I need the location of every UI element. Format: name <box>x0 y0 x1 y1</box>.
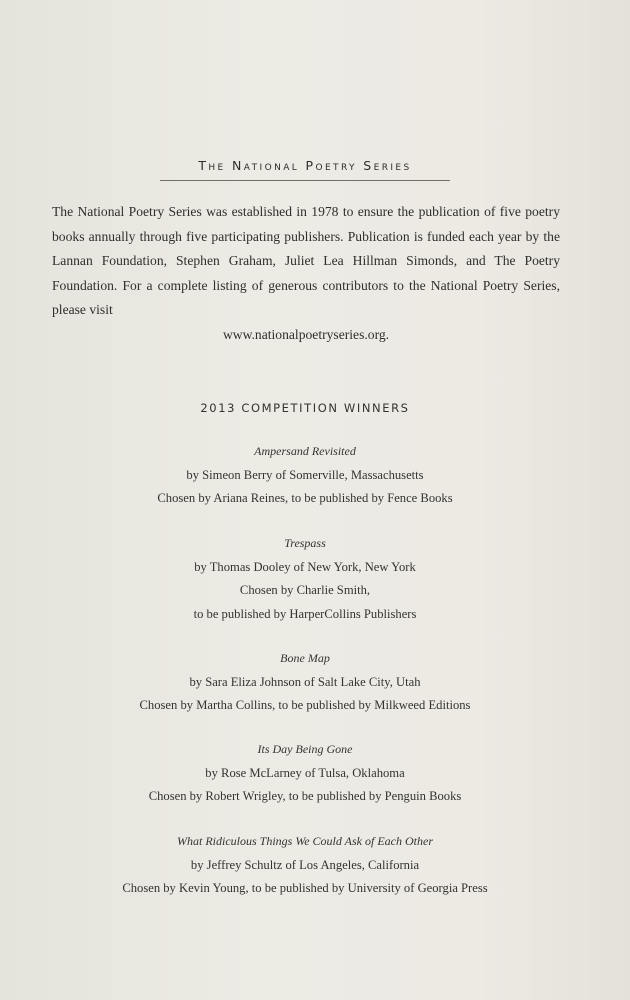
chosen-line: Chosen by Kevin Young, to be published by University of Georgia Press <box>122 881 488 895</box>
book-title: What Ridiculous Things We Could Ask of Each Other <box>177 834 433 848</box>
author-line: by Thomas Dooley of New York, New York <box>194 559 416 574</box>
series-intro-url: www.nationalpoetryseries.org. <box>222 326 390 342</box>
author-line: by Sara Eliza Johnson of Salt Lake City, Utah <box>189 674 421 689</box>
chosen-line: Chosen by Martha Collins, to be published by Milkweed Editions <box>139 698 471 712</box>
series-heading: The National Poetry Series <box>198 158 412 173</box>
chosen-line-continued: to be published by HarperCollins Publishers <box>193 606 417 621</box>
chosen-line: Chosen by Charlie Smith, <box>239 583 371 597</box>
chosen-line: Chosen by Ariana Reines, to be published by Fence Books <box>157 491 453 505</box>
heading-rule <box>160 180 450 181</box>
winner-entry-3 <box>0 647 610 718</box>
book-title: Trespass <box>284 536 326 550</box>
author-line: by Rose McLarney of Tulsa, Oklahoma <box>205 765 405 780</box>
winner-entry-4 <box>0 738 610 809</box>
book-title: Its Day Being Gone <box>257 742 353 756</box>
competition-winners-heading: 2013 COMPETITION WINNERS <box>200 401 410 415</box>
author-line: by Simeon Berry of Somerville, Massachusetts <box>186 467 424 482</box>
book-title: Ampersand Revisited <box>254 444 356 458</box>
author-line: by Jeffrey Schultz of Los Angeles, California <box>190 857 420 872</box>
winner-entry-2 <box>0 532 610 626</box>
winner-entry-1 <box>0 440 610 511</box>
series-intro-paragraph <box>52 200 560 347</box>
winner-entry-5 <box>0 830 610 901</box>
series-intro-text: The National Poetry Series was established in 1978 to ensure the publication of five poetry books annually through five participating publishers. Publication is funded each year by the Lannan Foundation, Stephen Graham, Juliet Lea Hillman Simonds, and The Poetry Foundation. For a complete listing of generous contributors to the National Poetry Series, please visit <box>52 204 560 317</box>
book-title: Bone Map <box>280 651 330 665</box>
chosen-line: Chosen by Robert Wrigley, to be published by Penguin Books <box>148 789 462 803</box>
